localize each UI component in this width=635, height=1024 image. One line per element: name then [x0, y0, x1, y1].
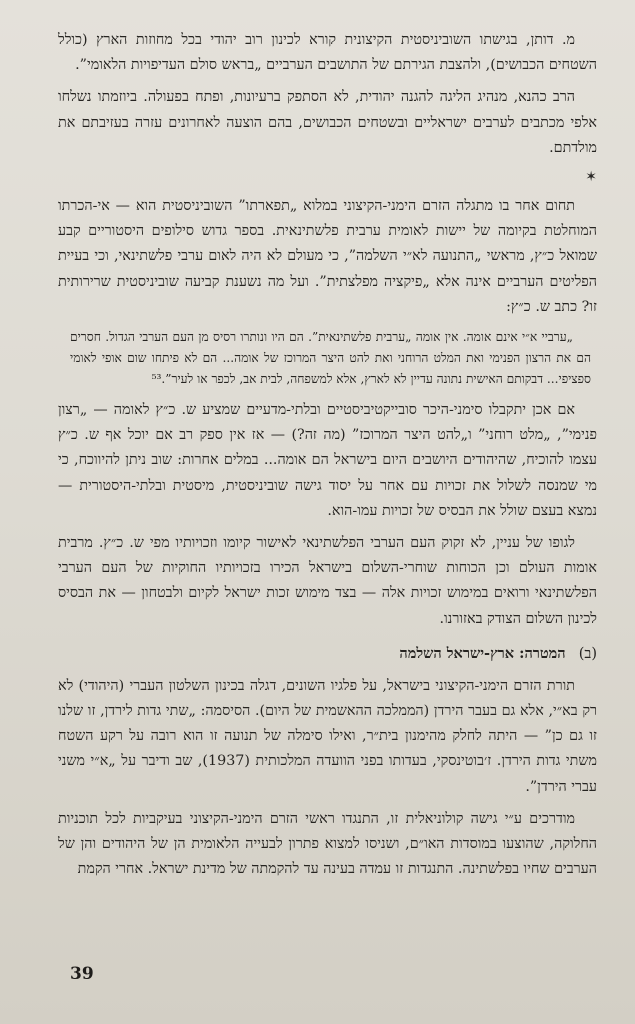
text-column — [58, 28, 597, 882]
paragraph-kahane: הרב כהנא, מנהיג הליגה להגנה יהודית, לא הסתפק ברעיונות, ופתח בפעולה. ביוזמתו נשלחו אלפי מכתבים לערבים ישראליים ובשטחים הכבושים, בהם הוצעה לאחרונים עזרה בעזיבתם את מולדתם. — [58, 89, 597, 156]
section-heading — [58, 642, 597, 666]
paragraph-palestinian-rights: לגופו של עניין, לא זקוק העם הערבי הפלשתינאי לאישור קיומו וזכויותיו מפי ש. כ״ץ. מרבית אומות העולם וכן הכוחות שוחרי-השלום בישראל הכירו בזכויותיו החוקיות של העם הערבי הפלשתינאי ורואים במימוש זכויות אלה — בצד מימוש זכות ישראל לקיום ולבטחון — את הבסיס לכינון השלום הצודק באזורנו. — [58, 535, 597, 627]
section-title: המטרה: ארץ-ישראל השלמה — [399, 644, 566, 662]
paragraph-greater-israel: תורת הזרם הימני-הקיצוני בישראל, על פלגיו השונים, דגלה בכינון השלטון העברי (היהודי) לא רק בא״י, אלא גם בעבר הירדן (הממלכה ההאשמית של היום). הסיסמה: „שתי גדות לירדן, זו שלנו זו גם כן” — היתה לחלק מהימנון בית״ר, ואילו סימלה של תנועה זו הוא רובה על רקע השטח משתי גדות הירדן. ז׳בוטינסקי, בעדותו בפני הוועדה המלכותית (1937), שב ודיבר על „א״י משני עברי הירדן”. — [58, 677, 597, 795]
block-quote-katz: „ערביי א״י אינם אומה. אין אומה „ערבית פלשתינאית”. הם היו ונותרו רסיס מן העם הערבי הגדול. חסרים הם את הרצון הפנימי ואת המלט הרוחני ואת להט היצר המרוכז של אומה... הם לא פיתחו שום אופי לאומי ספציפי... דבקותם האישית נתונה עדיין לא לארץ, אלא למשפחה, לבית אב, לכפר או לעיר”.⁵³ — [70, 330, 591, 387]
paragraph-subjective-criteria: אם אכן יתקבלו סימני-היכר סובייקטיביסטיים ובלתי-מדעיים שמציע ש. כ״ץ לאומה — „רצון פנימי”, „מלט רוחני” ו„להט היצר המרוכז” (מה זה?) — אז אין ספק רב אם יוכל אף ש. כ״ץ עצמו להוכיח, שהיהודים היושבים היום בישראל הם אומה... במלים אחרות: שוב ניתן להיווכח, כי מי שמנסה לשלול את זכויות עם אחר על יסוד גישה שוביניסטית, מיסטית ובלתי-היסטורית — נמצא בעצם שולל את הבסיס של זכויות עמו-הוא. — [58, 402, 597, 519]
section-separator-star: ✶ — [585, 169, 597, 186]
paragraph-colonial-approach: מודרכים ע״י גישה קולוניאלית זו, התנגדו ראשי הזרם הימני-הקיצוני בעיקביות לכל תוכניות החלוקה, שהוצעו במוסדות האו״ם, ושניסו למצוא פתרון לבעייה הלאומית הן של היהודים והן של הערבים שחיו בפלשתינה. התנגדות זו עמדה בעינה עד להקמתה של מדינת ישראל. אחרי הקמת — [58, 810, 597, 878]
paragraph-national-entity: תחום אחר בו מתגלה הזרם הימני-הקיצוני במלוא „תפארתו” השוביניסטית הוא — אי-הכרתו המוחלטת בקיומה של יישות לאומית ערבית פלשתינאית. בספר גדוש סילופים היסטוריים קבע שמואל כ״ץ, מראשי „התנועה לא״י השלמה”, כי מעולם לא היה לאום ערבי פלשתינאי, וכי בעיית הפליטים הערביים אינה אלא „פיקציה מפלצתית”. ועל מה נשענת קביעה שוביניסטית שרירותית זו? כתב ש. כ״ץ: — [58, 198, 597, 315]
page-number: 39 — [70, 964, 94, 984]
section-label: (ב) — [578, 645, 597, 662]
paragraph-dotan: מ. דותן, בגישתו השוביניסטית הקיצונית קורא לכינון רוב יהודי בכל מחוזות הארץ (כולל השטחים הכבושים), ולהצבת הגירתם של התושבים הערביים „בראש סולם העדיפויות הלאומי”. — [58, 32, 597, 74]
